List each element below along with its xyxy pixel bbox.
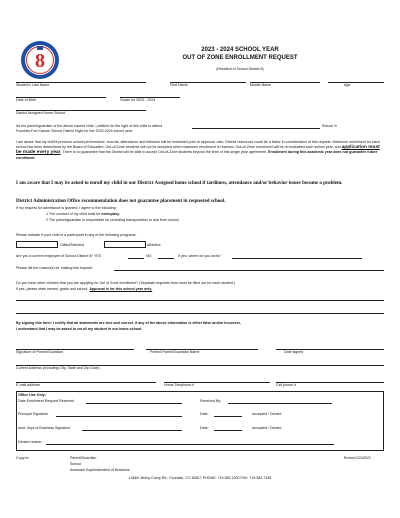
reasons-field[interactable] — [114, 270, 384, 271]
asst-supt-date-field[interactable] — [214, 430, 242, 431]
received-by-field[interactable] — [228, 403, 332, 404]
received-date-field[interactable] — [86, 403, 182, 404]
siblings-followup — [16, 287, 152, 291]
siblings-field-1[interactable] — [16, 300, 384, 301]
first-name-label: First Name — [170, 83, 188, 87]
principal-signature-field[interactable] — [56, 416, 182, 417]
aware-bold-text: application must be made every year — [16, 144, 380, 155]
aware-text: I am aware that my child's previous school performance, records, attendance and behavior will be examined prior to approval. Also, District resources could be a factor in consideration of this request. Maximum enrollment for each school has been determined by the Board of Education. Out-of-Zone students will not be accepted when maximum enrollment is reached. Out-of-Zone enrollment will be re-evaluated each school year, and — [16, 140, 380, 149]
received-label: Date Enrollment Request Received — [18, 399, 75, 403]
athletics-checkbox[interactable] — [104, 241, 146, 248]
certify-line1: By signing this form: I certify that all statements are true and correct. If any of the above information is either false and/or incorrect, — [16, 321, 241, 325]
aware-tail-bold-text: Enrollment during this academic year does not guarantee future enrollment. — [16, 150, 378, 160]
revised-date: Revised 2/24/2023 — [344, 456, 371, 460]
requested-school-field[interactable] — [192, 128, 320, 129]
petition-line2: Fountain-Fort Carson School District Eight for the 2023-2024 school year. — [16, 129, 133, 133]
admittance-intro: If my request for admittance is granted, I agree to the following: — [16, 206, 117, 210]
tardy-notice: I am aware that I may be asked to enroll my child in our District Assigned home school if tardiness, attendance and/or behavior issues become a problem. — [16, 181, 343, 186]
email-label: E-mail address — [16, 383, 40, 387]
employee-no-field[interactable] — [158, 258, 174, 259]
principal-date-label: Date: — [200, 412, 209, 416]
received-by-label: Received By: — [200, 399, 222, 403]
office-use-heading: Office Use Only: — [18, 393, 46, 397]
age-label: Age — [344, 83, 351, 87]
asst-supt-date-label: Date: — [200, 426, 209, 430]
middle-name-label: Middle Name — [250, 83, 272, 87]
form-title-line1: 2023 - 2024 SCHOOL YEAR — [201, 47, 279, 53]
asst-supt-accepted-denied[interactable]: Accepted / Denied — [252, 426, 282, 430]
age-field[interactable] — [328, 82, 384, 83]
form-title-line2: OUT OF ZONE ENROLLMENT REQUEST — [182, 55, 298, 61]
aware-tail-text: . There is no guarantee that the District will be able to accept Out-of-Zone students beyond the term of this single year agreement. — [60, 150, 268, 154]
programs-prompt: Please indicate if your child is a participant in any of the following programs: — [16, 233, 137, 237]
principal-label: Principal Signature — [18, 412, 49, 416]
copy-to-label: Copy to: — [16, 456, 30, 460]
dob-label: Date of Birth — [16, 98, 36, 102]
cell-phone-label: Cell phone # — [276, 383, 297, 387]
petition-school-in: School in — [322, 124, 337, 128]
employee-no-label: NO — [146, 254, 152, 258]
denied-reason-field[interactable] — [46, 444, 334, 445]
home-phone-label: Home Telephone # — [164, 383, 195, 387]
employee-yes-field[interactable] — [128, 258, 144, 259]
current-address-label: Current Address (Including City, State and Zip Code) — [16, 366, 100, 370]
petition-line1 — [16, 124, 162, 128]
parent-signature-label: Signature of Parent/Guardian — [16, 350, 63, 354]
asst-supt-signature-field[interactable] — [82, 430, 182, 431]
district-address: 10665 Jimmy Camp Rd., Fountain, CO 80817 PHONE: 719.382.1300 FAX: 719.382.7338 — [128, 476, 272, 480]
employee-where-field[interactable] — [232, 258, 362, 259]
siblings-followup-text: If yes, please state names, grade and school. — [16, 287, 89, 291]
svg-text:8: 8 — [35, 50, 45, 72]
siblings-question: Do you have other children that you are applying for Out of Zone enrollment? (Separate requests form must be filled out for each student.) — [16, 281, 236, 285]
home-school-label: District Assigned Home School — [16, 111, 66, 115]
approval-notice: Approval is for this school year only. — [89, 287, 153, 291]
aware-paragraph — [16, 140, 384, 160]
printed-name-label: Printed Parent/Guardian Name — [150, 350, 200, 354]
denied-reason-label: Denied reason: — [18, 440, 43, 444]
copy-to-parent: Parent/Guardian — [70, 456, 97, 460]
agree-1-bold: exemplary. — [101, 212, 120, 216]
student-last-name-label: Student's Last Name — [16, 83, 50, 87]
district-admin-notice: District Administration Office recommendation does not guarantee placement in requested school. — [16, 199, 226, 204]
agree-item-1 — [46, 212, 120, 216]
section-divider — [16, 313, 384, 314]
gifted-label: Gifted/Talented — [60, 243, 85, 247]
agree-item-2: 2 The parent/guardian is responsible for providing transportation to and from school. — [46, 218, 180, 222]
asst-supt-label: Asst. Supt of Business Signature — [18, 426, 71, 430]
petition-text-a: As the parent/guardian of the above named child, I petition for the right of this child to attend — [16, 124, 163, 128]
grade-label: Grade for 2023 - 2024 — [120, 98, 156, 102]
district-logo — [20, 40, 60, 80]
employee-question: Are you a current employee of School District 8? YES — [16, 254, 102, 258]
reasons-label: Please list the reason(s) for making this request: — [16, 266, 93, 270]
copy-to-asst-supt: Assistant Superintendent of Business — [70, 468, 130, 472]
athletics-label: Athletics — [147, 243, 161, 247]
copy-to-school: School — [70, 462, 81, 466]
principal-date-field[interactable] — [214, 416, 242, 417]
agree-1-text: 1 The conduct of my child shall be — [46, 212, 101, 216]
gifted-checkbox[interactable] — [16, 241, 58, 248]
certify-line2: I understand that I may be asked to enroll my student in our home school. — [16, 327, 143, 331]
date-signed-label: Date signed — [284, 350, 304, 354]
principal-accepted-denied[interactable]: Accepted / Denied — [252, 412, 282, 416]
form-subtitle: (Resident of School District 8) — [216, 67, 264, 71]
employee-where-label: If yes, where do you work? — [178, 254, 221, 258]
